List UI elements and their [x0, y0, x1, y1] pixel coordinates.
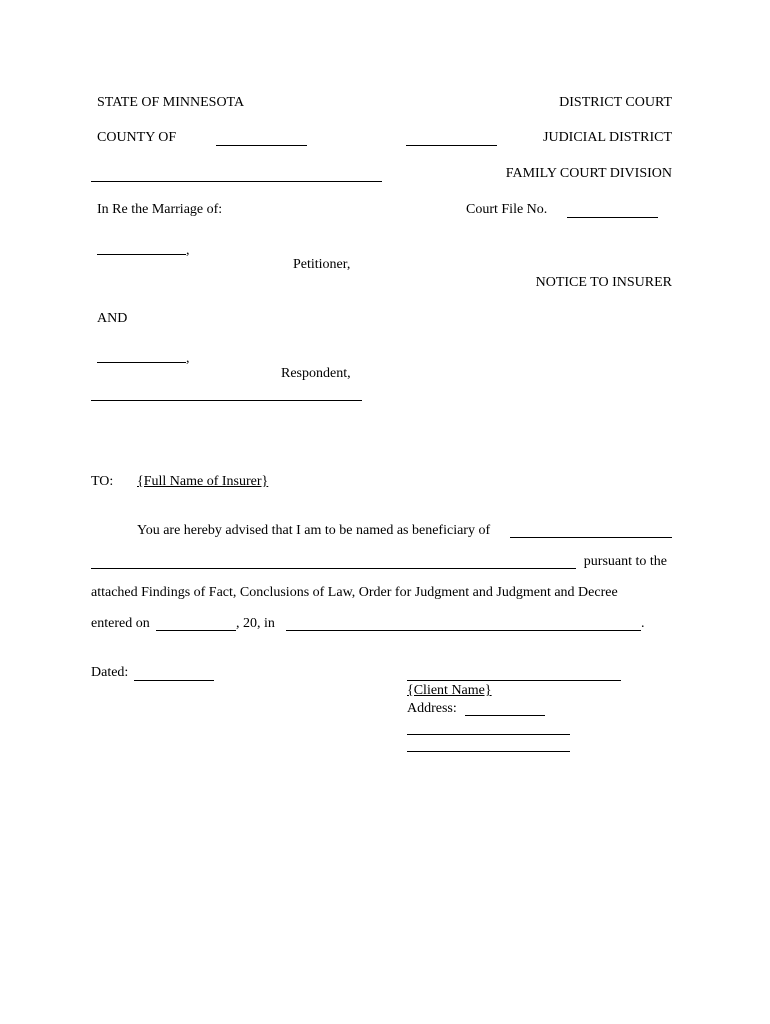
address-label: Address:	[407, 701, 457, 716]
county-blank	[216, 145, 307, 146]
body-line-3: attached Findings of Fact, Conclusions of Law, Order for Judgment and Judgment and Decree	[91, 585, 618, 600]
caption-divider-bottom	[91, 400, 362, 401]
address-blank-1	[465, 715, 545, 716]
county-label: COUNTY OF	[97, 130, 177, 145]
body-line-1: You are hereby advised that I am to be named as beneficiary of	[137, 523, 491, 538]
entered-on-label: entered on	[91, 616, 150, 631]
petitioner-comma: ,	[186, 243, 190, 258]
division-label: FAMILY COURT DIVISION	[505, 166, 672, 181]
dated-label: Dated:	[91, 665, 129, 680]
court-file-blank	[567, 217, 658, 218]
address-blank-3	[407, 751, 570, 752]
beneficiary-of-blank	[510, 537, 672, 538]
client-name-placeholder: {Client Name}	[407, 683, 492, 698]
and-label: AND	[97, 311, 128, 326]
county-entered-blank	[286, 630, 641, 631]
court-file-label: Court File No.	[466, 202, 548, 217]
respondent-name-blank	[97, 362, 186, 363]
respondent-label: Respondent,	[281, 366, 351, 381]
state-label: STATE OF MINNESOTA	[97, 95, 245, 110]
entered-date-blank	[156, 630, 236, 631]
year-in-label: , 20, in	[236, 616, 275, 631]
address-blank-2	[407, 734, 570, 735]
to-label: TO:	[91, 474, 114, 489]
beneficiary-continued-blank	[91, 568, 576, 569]
line-4-period: .	[641, 616, 645, 631]
caption-divider-top	[91, 181, 382, 182]
signature-line	[407, 680, 621, 681]
court-label: DISTRICT COURT	[559, 95, 672, 110]
body-line-2-end: pursuant to the	[583, 554, 667, 569]
petitioner-label: Petitioner,	[293, 257, 351, 272]
petitioner-name-blank	[97, 254, 186, 255]
insurer-name-placeholder: {Full Name of Insurer}	[137, 474, 269, 489]
district-number-blank	[406, 145, 497, 146]
document-title: NOTICE TO INSURER	[535, 275, 672, 290]
in-re-label: In Re the Marriage of:	[97, 202, 223, 217]
dated-blank	[134, 680, 214, 681]
judicial-district-label: JUDICIAL DISTRICT	[543, 130, 672, 145]
respondent-comma: ,	[186, 351, 190, 366]
